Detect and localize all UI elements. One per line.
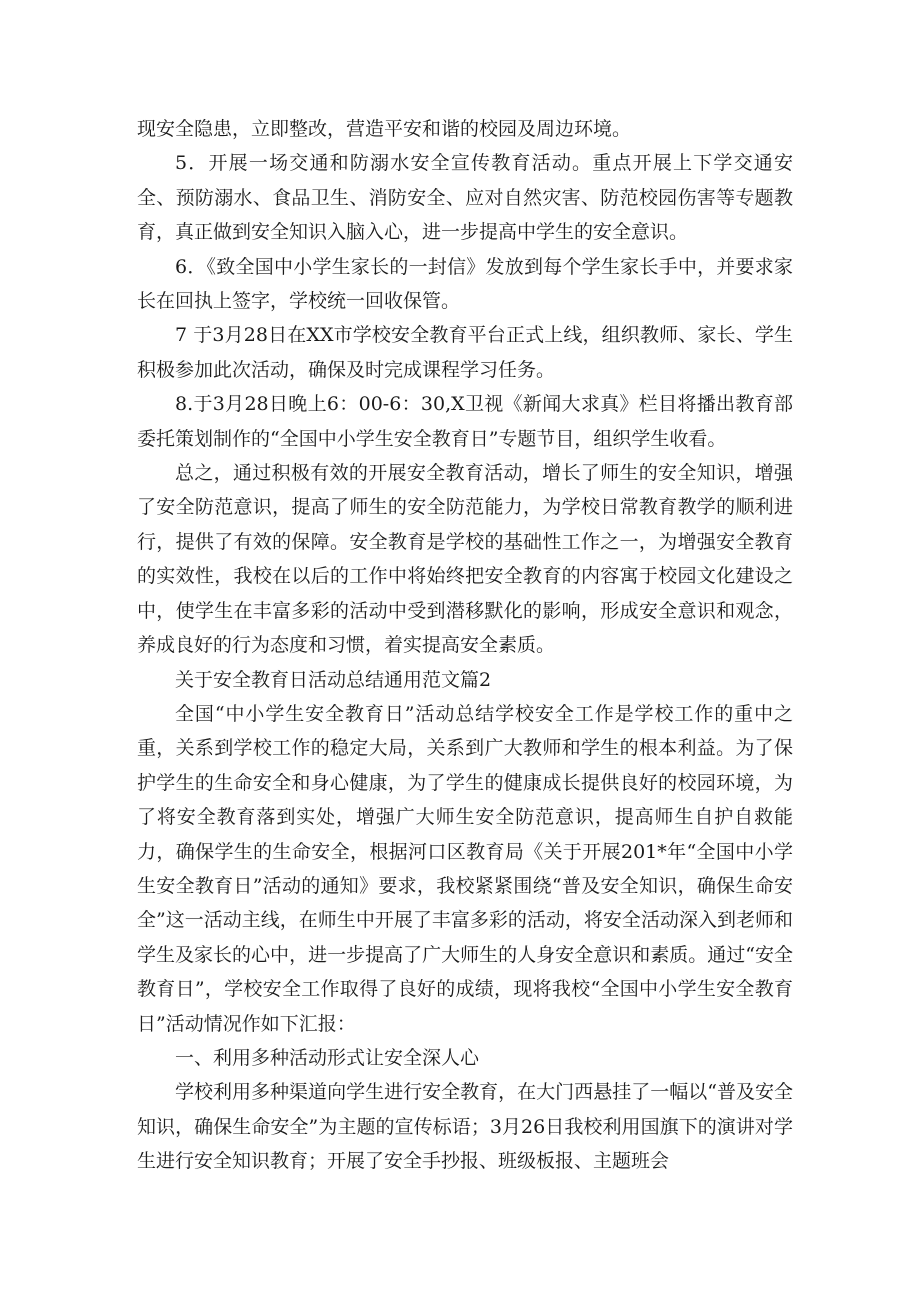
paragraph-3: 6．《致全国中小学生家长的一封信》发放到每个学生家长手中，并要求家长在回执上签字，学校统一回收保管。 <box>137 255 793 313</box>
document-body <box>137 112 793 1179</box>
section-heading: 关于安全教育日活动总结通用范文篇2 <box>175 668 492 691</box>
subsection-heading: 一、利用多种活动形式让安全深人心 <box>175 1046 480 1069</box>
paragraph-10: 学校利用多种渠道向学生进行安全教育，在大门西悬挂了一幅以“普及安全知识，确保生命安全”为主题的宣传标语；3月26日我校利用国旗下的演讲对学生进行安全知识教育；开展了安全手抄报、班级板报、主题班会 <box>137 1081 793 1173</box>
paragraph-1: 现安全隐患，立即整改，营造平安和谐的校园及周边环境。 <box>137 118 632 140</box>
paragraph-4: 7 于3月28日在XX市学校安全教育平台正式上线，组织教师、家长、学生积极参加此次活动，确保及时完成课程学习任务。 <box>137 324 793 381</box>
paragraph-6: 总之，通过积极有效的开展安全教育活动，增长了师生的安全知识，增强了安全防范意识，提高了师生的安全防范能力，为学校日常教育教学的顺利进行，提供了有效的保障。安全教育是学校的基础性工作之一，为增强安全教育的实效性，我校在以后的工作中将始终把安全教育的内容寓于校园文化建设之中，使学生在丰富多彩的活动中受到潜移默化的影响，形成安全意识和观念，养成良好的行为态度和习惯，着实提高安全素质。 <box>137 462 793 657</box>
paragraph-8: 全国“中小学生安全教育日”活动总结学校安全工作是学校工作的重中之重，关系到学校工作的稳定大局，关系到广大教师和学生的根本利益。为了保护学生的生命安全和身心健康，为了学生的健康成长提供良好的校园环境，为了将安全教育落到实处，增强广大师生安全防范意识，提高师生自护自救能力，确保学生的生命安全，根据河口区教育局《关于开展201*年“全国中小学生安全教育日”活动的通知》要求，我校紧紧围绕“普及安全知识，确保生命安全”这一活动主线，在师生中开展了丰富多彩的活动，将安全活动深入到老师和学生及家长的心中，进一步提高了广大师生的人身安全意识和素质。通过“安全教育日”，学校安全工作取得了良好的成绩，现将我校“全国中小学生安全教育日”活动情况作如下汇报： <box>137 702 793 1035</box>
paragraph-5: 8.于3月28日晚上6：00-6：30,X卫视《新闻大求真》栏目将播出教育部委托策划制作的“全国中小学生安全教育日”专题节目，组织学生收看。 <box>137 393 793 450</box>
paragraph-2: 5．开展一场交通和防溺水安全宣传教育活动。重点开展上下学交通安全、预防溺水、食品卫生、消防安全、应对自然灾害、防范校园伤害等专题教育，真正做到安全知识入脑入心，进一步提高中学生的安全意识。 <box>137 152 793 244</box>
